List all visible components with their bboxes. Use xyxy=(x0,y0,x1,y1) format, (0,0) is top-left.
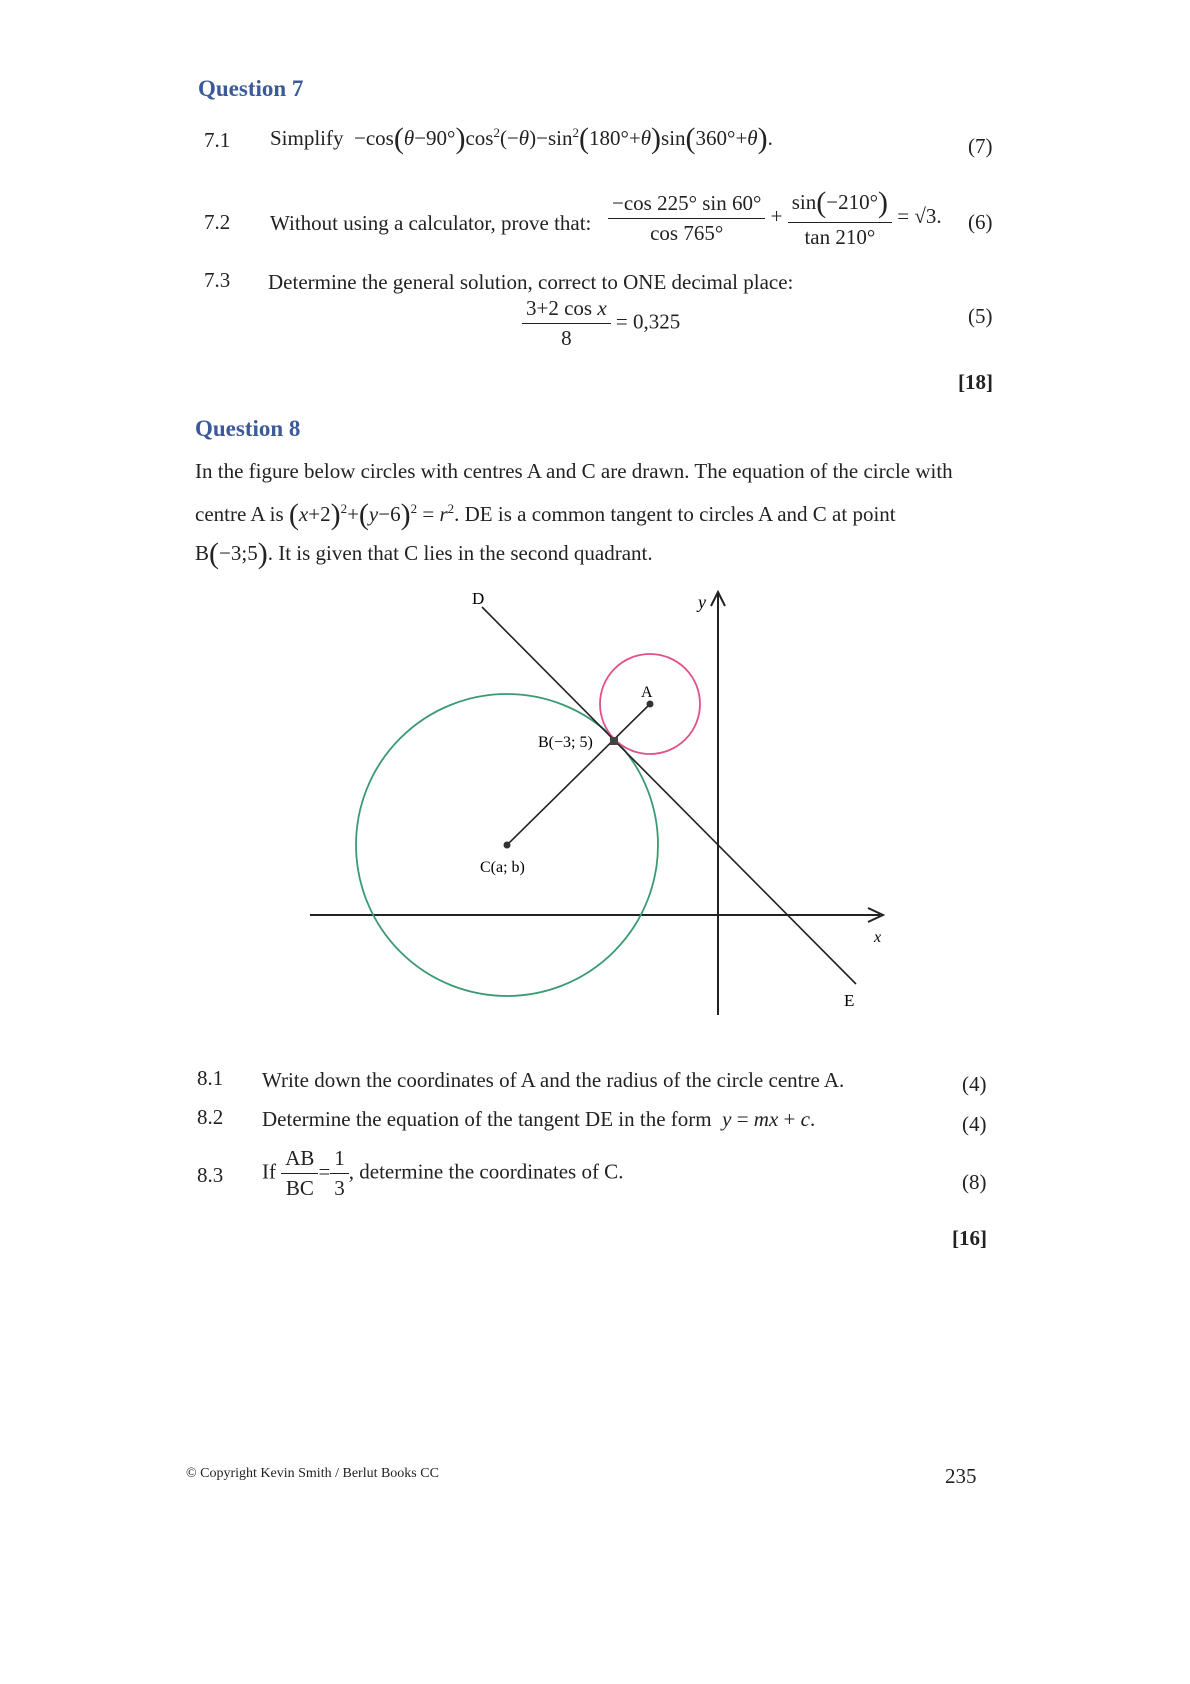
question-7-total: [18] xyxy=(958,370,993,394)
item-7-2-text: Without using a calculator, prove that: xyxy=(270,211,592,235)
item-7-3-text: Determine the general solution, correct to ONE decimal place: xyxy=(268,270,794,294)
item-7-2-expression: $\frac{-\cos 225^\circ \sin 60^\circ}{\cos 765^\circ}$ + $\frac{\sin(-210^\circ)}{\tan 210^\circ}$ = √3. xyxy=(608,186,942,250)
item-8-2-marks: (4) xyxy=(962,1112,987,1136)
intro-line-1: In the figure below circles with centres A and C are drawn. The equation of the circle with xyxy=(195,459,953,483)
point-b-coordinates: B(−3;5) xyxy=(195,537,268,570)
item-7-2-marks: (6) xyxy=(968,210,993,234)
item-7-3-equation: $\frac{\text{3+2 cos x}}{8}$ = 0,325 xyxy=(522,296,680,351)
intro-line-3: B(−3;5). It is given that C lies in the second quadrant. xyxy=(195,537,653,570)
y-axis-label: y xyxy=(698,592,706,612)
circle-a-equation: $(x+2)^2+(y-6)^2 = r^2$ xyxy=(288,498,455,531)
label-c: C(a; b) xyxy=(480,859,525,876)
page-number: 235 xyxy=(945,1464,977,1488)
line-form-equation: y = mx + c. xyxy=(722,1107,816,1131)
question-8-heading: Question 8 xyxy=(195,416,301,441)
label-a: A xyxy=(641,684,653,701)
label-b: B(−3; 5) xyxy=(538,734,593,751)
item-8-3-marks: (8) xyxy=(962,1170,987,1194)
circles-figure xyxy=(300,580,900,1020)
tangent-de xyxy=(482,607,856,984)
item-8-1-number: 8.1 xyxy=(197,1066,224,1090)
intro-line-2: centre A is $(x+2)^2+(y-6)^2 = r^2$. DE is a common tangent to circles A and C at point xyxy=(195,498,896,531)
item-8-1-text: Write down the coordinates of A and the radius of the circle centre A. xyxy=(262,1068,845,1092)
item-8-3-text: If $\frac{AB}{BC}$ = $\frac{1}{3}$ , determine the coordinates of C. xyxy=(262,1146,624,1200)
label-d: D xyxy=(472,589,485,608)
item-7-2-number: 7.2 xyxy=(204,210,231,234)
item-8-1-marks: (4) xyxy=(962,1072,987,1096)
label-e: E xyxy=(844,991,855,1010)
item-7-1-marks: (7) xyxy=(968,134,993,158)
item-7-3-number: 7.3 xyxy=(204,268,231,292)
question-7-heading: Question 7 xyxy=(198,76,304,101)
radius-line-cba xyxy=(507,704,650,845)
item-7-1-number: 7.1 xyxy=(204,128,231,152)
copyright-footer: © Copyright Kevin Smith / Berlut Books CC xyxy=(186,1466,439,1481)
item-7-3-marks: (5) xyxy=(968,304,993,328)
ratio-ab-bc: $\frac{AB}{BC}$ xyxy=(281,1146,318,1201)
point-c xyxy=(504,842,511,849)
item-7-1-expression: Simplify $-\cos(\theta-90^\circ)\cos^2(-\theta)-\sin^2(180^\circ+\theta)\sin(360^\circ+\theta)$. xyxy=(270,122,773,155)
item-8-3-number: 8.3 xyxy=(197,1163,224,1187)
question-8-total: [16] xyxy=(952,1226,987,1250)
question-8-intro xyxy=(195,452,1075,573)
x-axis-label: x xyxy=(874,929,882,946)
point-b xyxy=(610,737,618,745)
point-a xyxy=(647,701,654,708)
item-8-2-text: Determine the equation of the tangent DE in the form y = mx + c. xyxy=(262,1107,816,1131)
item-8-2-number: 8.2 xyxy=(197,1105,224,1129)
